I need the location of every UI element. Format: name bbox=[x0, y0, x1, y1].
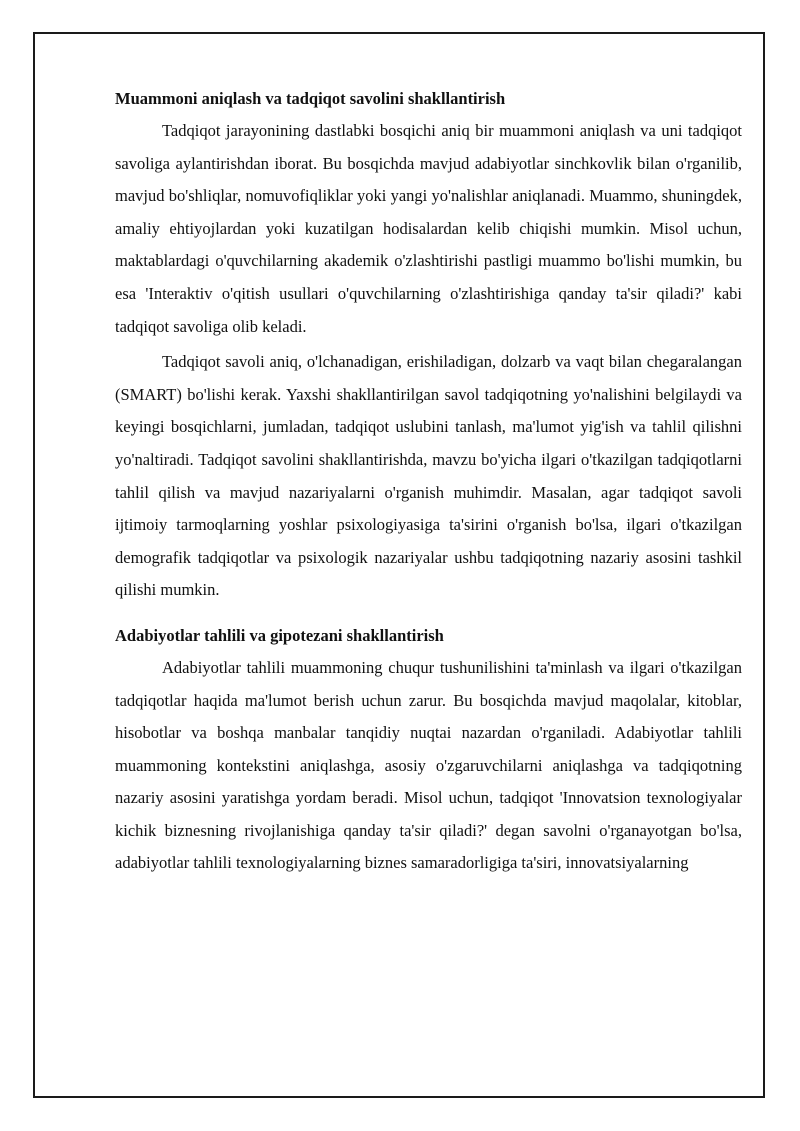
paragraph: Tadqiqot jarayonining dastlabki bosqichi aniq bir muammoni aniqlash va uni tadqiqot savoliga aylantirishdan iborat. Bu bosqichda mavjud adabiyotlar sinchkovlik bilan o'rganilib, mavjud bo'shliqlar, nomuvofiqliklar yoki yangi yo'nalishlar aniqlanadi. Muammo, shuningdek, amaliy ehtiyojlardan yoki kuzatilgan hodisalardan kelib chiqishi mumkin. Misol uchun, maktablardagi o'quvchilarning akademik o'zlashtirishi pastligi muammo bo'lishi mumkin, bu esa 'Interaktiv o'qitish usullari o'quvchilarning o'zlashtirishiga qanday ta'sir qiladi?' kabi tadqiqot savoliga olib keladi. bbox=[115, 121, 742, 336]
section-heading-literature: Adabiyotlar tahlili va gipotezani shakllantirish bbox=[115, 625, 444, 645]
paragraph: Adabiyotlar tahlili muammoning chuqur tushunilishini ta'minlash va ilgari o'tkazilgan tadqiqotlar haqida ma'lumot berish uchun zarur. Bu bosqichda mavjud maqolalar, kitoblar, hisobotlar va boshqa manbalar tanqidiy nuqtai nazardan o'rganiladi. Adabiyotlar tahlili muammoning kontekstini aniqlashga, asosiy o'zgaruvchilarni aniqlashga va tadqiqotning nazariy asosini yaratishga yordam beradi. Misol uchun, tadqiqot 'Innovatsion texnologiyalar kichik biznesning rivojlanishiga qanday ta'sir qiladi?' degan savolni o'rganayotgan bo'lsa, adabiyotlar tahlili texnologiyalarning biznes samaradorligiga ta'siri, innovatsiyalarning bbox=[115, 657, 742, 873]
document-body bbox=[115, 86, 742, 883]
paragraph: Tadqiqot savoli aniq, o'lchanadigan, erishiladigan, dolzarb va vaqt bilan chegaralangan (SMART) bo'lishi kerak. Yaxshi shakllantirilgan savol tadqiqotning yo'nalishini belgilaydi va keyingi bosqichlarni, jumladan, tadqiqot uslubini tanlash, ma'lumot yig'ish va tahlil qilishni yo'naltiradi. Tadqiqot savolini shakllantirishda, mavzu bo'yicha ilgari o'tkazilgan tadqiqotlarni tahlil qilish va mavjud nazariyalarni o'rganish muhimdir. Masalan, agar tadqiqot savoli ijtimoiy tarmoqlarning yoshlar psixologiyasiga ta'sirini o'rganish bo'lsa, ilgari o'tkazilgan demografik tadqiqotlar va psixologik nazariyalar ushbu tadqiqotning nazariy asosini tashkil qilishi mumkin. bbox=[115, 352, 742, 600]
section-heading-problem: Muammoni aniqlash va tadqiqot savolini shakllantirish bbox=[115, 89, 506, 108]
